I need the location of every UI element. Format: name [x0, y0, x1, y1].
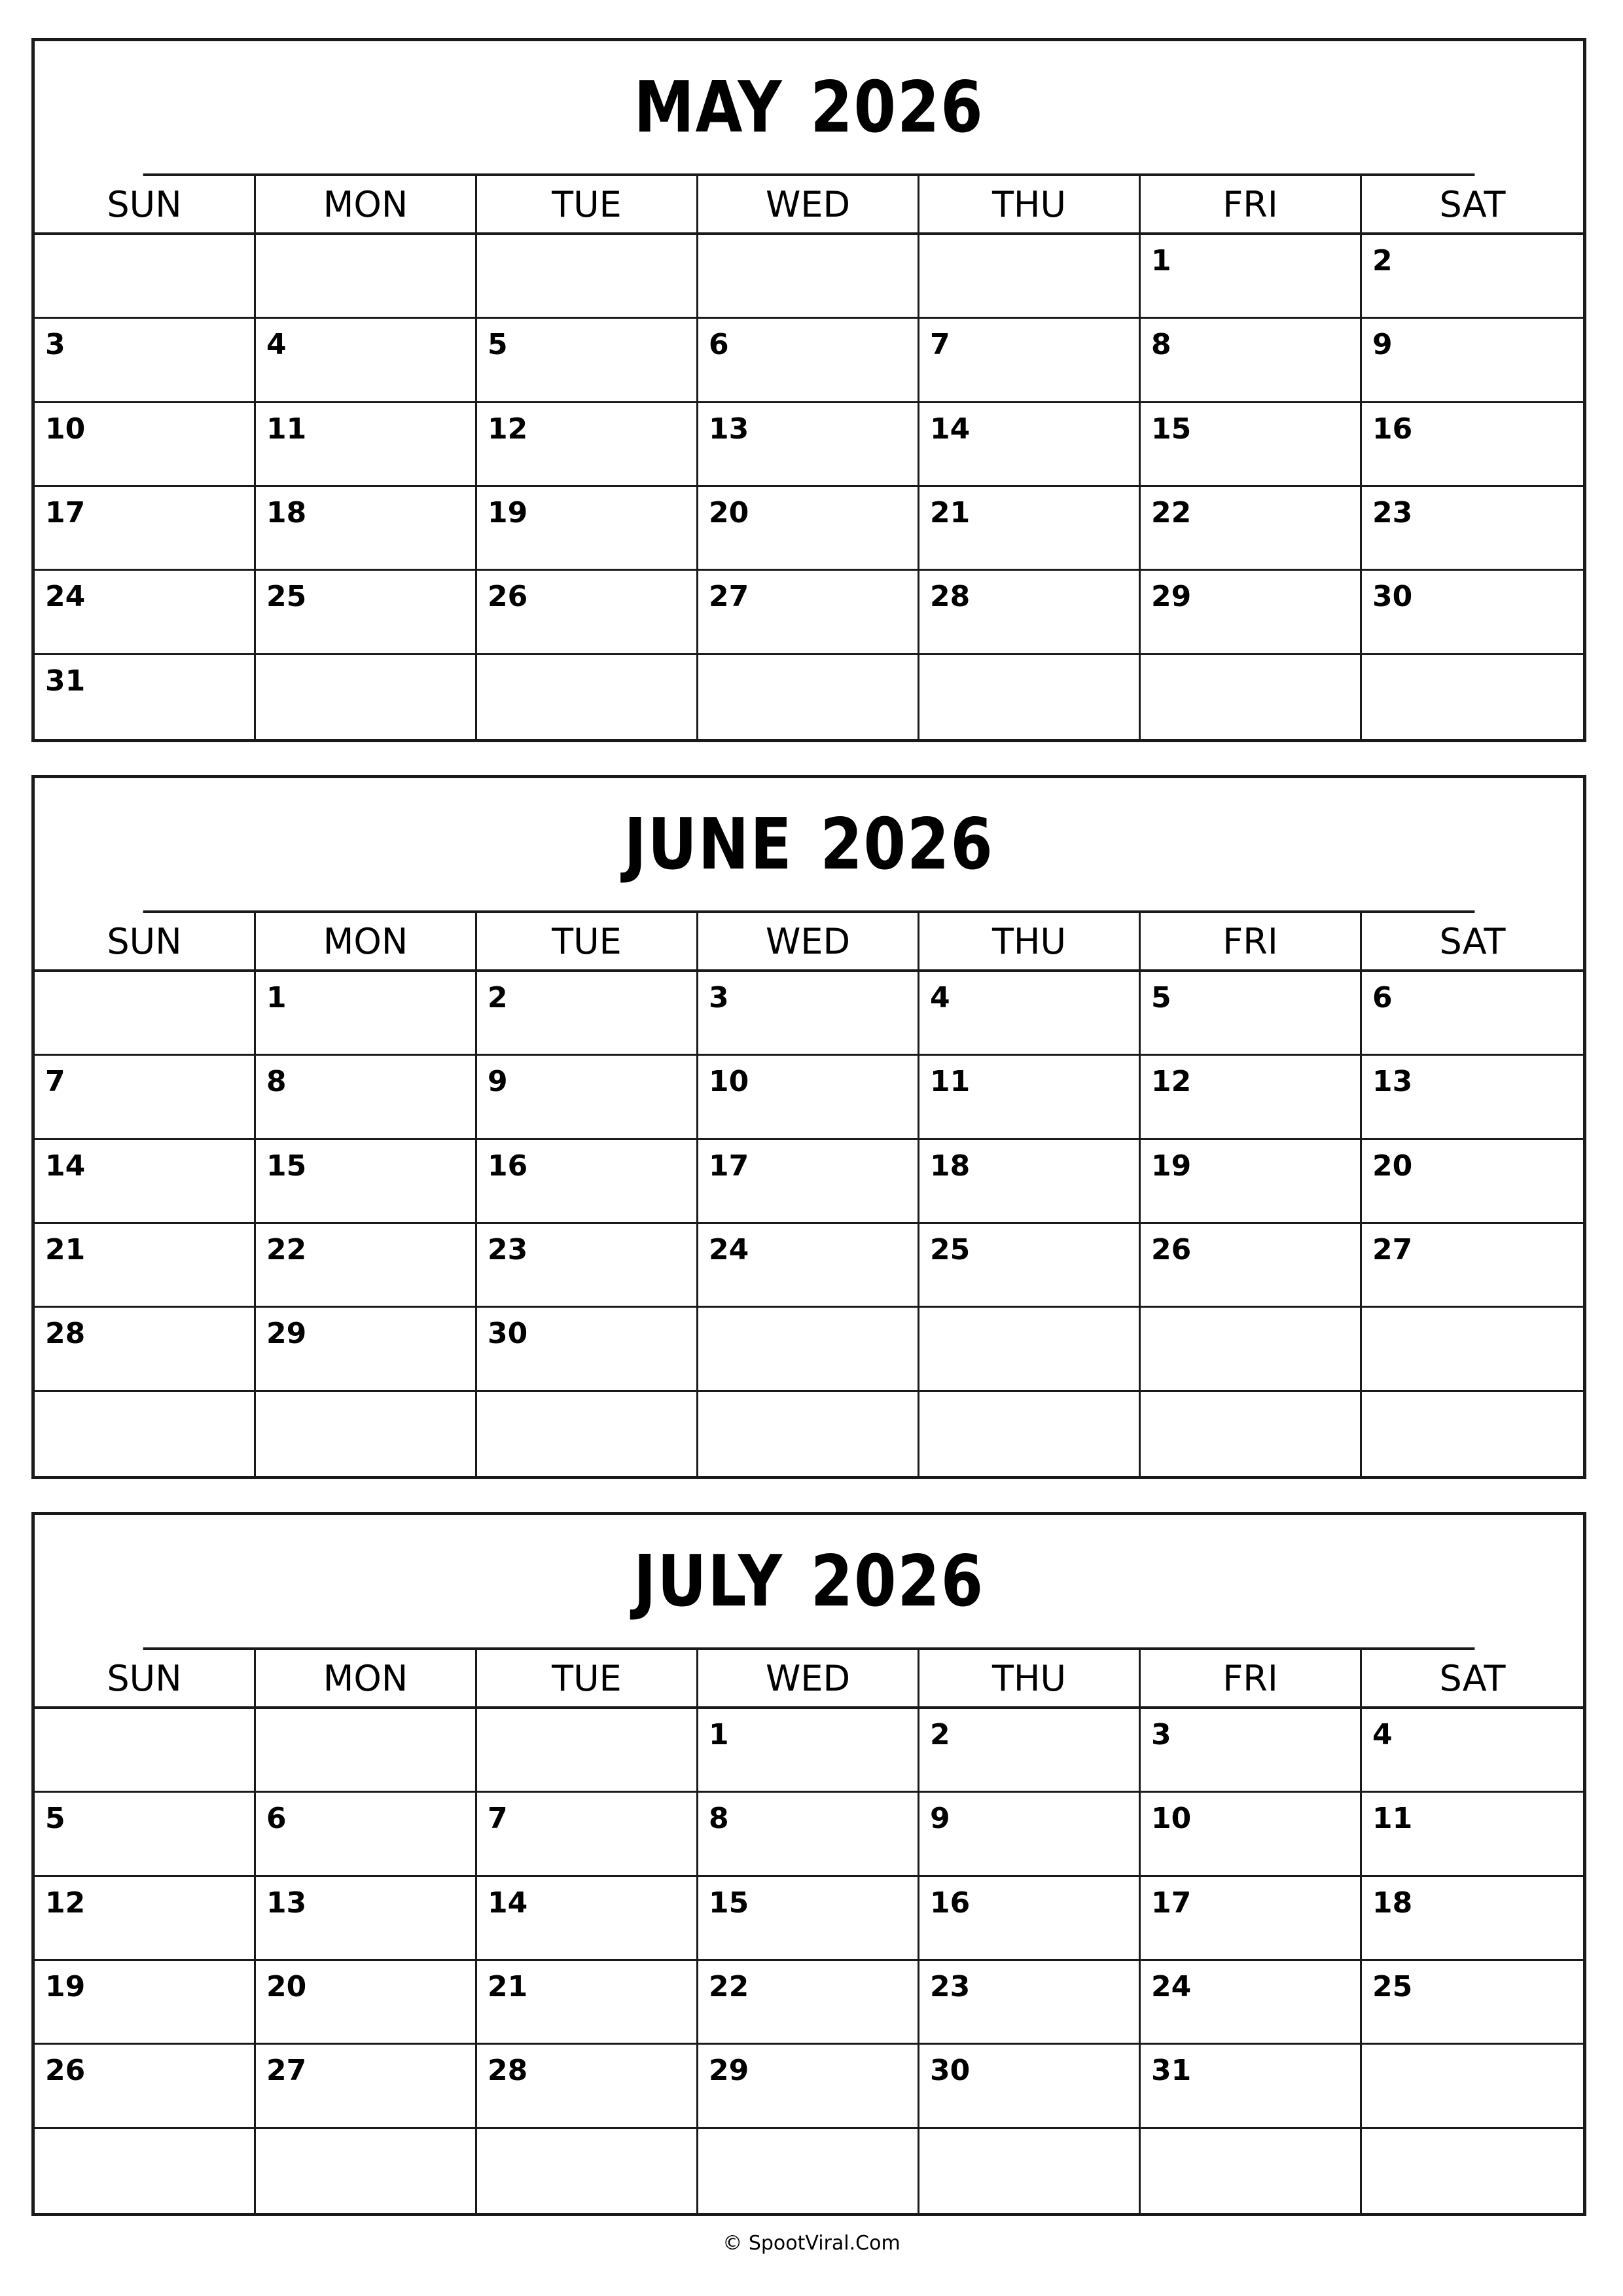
- weekday-label: THU: [919, 913, 1141, 969]
- day-cell: [919, 319, 1141, 401]
- day-number: 23: [488, 1232, 528, 1266]
- month-calendar-1: [31, 775, 1586, 1479]
- day-cell: [1141, 1224, 1362, 1306]
- day-cell: [35, 972, 256, 1054]
- day-number: 29: [266, 1317, 307, 1351]
- day-number: 12: [488, 412, 528, 446]
- day-number: 15: [1151, 412, 1192, 446]
- day-number: 16: [930, 1886, 971, 1920]
- weekday-header-row: [35, 913, 1583, 972]
- day-cell: [1141, 1056, 1362, 1138]
- day-number: 3: [45, 328, 65, 362]
- day-cell: [1362, 655, 1583, 739]
- day-cell: [256, 319, 477, 401]
- weekday-label: WED: [698, 176, 919, 232]
- day-number: 29: [1151, 580, 1192, 614]
- day-number: 8: [266, 1065, 287, 1099]
- copyright-footer: © SpootViral.Com: [722, 2232, 901, 2255]
- day-number: 12: [45, 1886, 86, 1920]
- day-number: 6: [266, 1802, 287, 1836]
- day-cell: [1362, 1140, 1583, 1222]
- day-number: 1: [266, 981, 287, 1014]
- weekday-label: FRI: [1141, 176, 1362, 232]
- day-cell: [1362, 1056, 1583, 1138]
- day-cell: [698, 1961, 919, 2043]
- day-number: 24: [45, 580, 86, 614]
- weekday-label: MON: [256, 913, 477, 969]
- month-name: JUNE: [624, 803, 793, 886]
- day-cell: [1141, 1308, 1362, 1390]
- day-number: 26: [488, 580, 528, 614]
- day-cell: [698, 319, 919, 401]
- day-cell: [919, 1961, 1141, 2043]
- week-row: [35, 655, 1583, 739]
- day-cell: [35, 1392, 256, 1476]
- day-cell: [698, 2045, 919, 2126]
- day-number: 1: [1151, 244, 1171, 278]
- day-cell: [698, 1392, 919, 1476]
- day-cell: [256, 1392, 477, 1476]
- day-cell: [477, 655, 698, 739]
- weekday-label: THU: [919, 1650, 1141, 1706]
- day-number: 6: [1372, 981, 1393, 1014]
- day-number: 2: [1372, 244, 1393, 278]
- day-cell: [477, 1392, 698, 1476]
- day-cell: [256, 1140, 477, 1222]
- day-cell: [919, 655, 1141, 739]
- day-number: 23: [930, 1969, 971, 2003]
- weekday-label: MON: [256, 1650, 477, 1706]
- day-number: 27: [1372, 1232, 1413, 1266]
- day-cell: [256, 1961, 477, 2043]
- day-cell: [698, 972, 919, 1054]
- day-cell: [256, 1308, 477, 1390]
- day-number: 22: [1151, 495, 1192, 529]
- day-cell: [35, 1224, 256, 1306]
- month-calendar-0: [31, 38, 1586, 742]
- day-cell: [1141, 319, 1362, 401]
- day-cell: [256, 2129, 477, 2213]
- day-number: 28: [930, 580, 971, 614]
- day-cell: [919, 403, 1141, 485]
- day-number: 15: [709, 1886, 749, 1920]
- day-number: 1: [709, 1718, 729, 1751]
- day-cell: [1362, 1392, 1583, 1476]
- day-cell: [919, 2045, 1141, 2126]
- day-cell: [698, 2129, 919, 2213]
- day-cell: [256, 571, 477, 653]
- week-row: [35, 2129, 1583, 2213]
- day-cell: [698, 235, 919, 317]
- day-cell: [1362, 1709, 1583, 1791]
- weekday-label: SAT: [1439, 1657, 1506, 1699]
- day-cell: [1362, 235, 1583, 317]
- week-row: [35, 1308, 1583, 1391]
- day-number: 13: [709, 412, 749, 446]
- day-cell: [698, 571, 919, 653]
- day-number: 30: [488, 1317, 528, 1351]
- day-cell: [698, 1224, 919, 1306]
- week-row: [35, 1056, 1583, 1139]
- day-number: 31: [45, 664, 86, 698]
- day-cell: [477, 1877, 698, 1959]
- month-title: [143, 778, 1475, 913]
- day-cell: [1362, 1961, 1583, 2043]
- day-number: 19: [45, 1969, 86, 2003]
- day-cell: [698, 1709, 919, 1791]
- day-number: 22: [709, 1969, 749, 2003]
- day-number: 4: [266, 328, 287, 362]
- day-cell: [919, 1308, 1141, 1390]
- day-cell: [698, 1140, 919, 1222]
- weekday-label: SUN: [35, 913, 256, 969]
- day-cell: [698, 1877, 919, 1959]
- weekday-label: THU: [919, 176, 1141, 232]
- day-number: 10: [1151, 1802, 1192, 1836]
- day-number: 24: [1151, 1969, 1192, 2003]
- day-number: 29: [709, 2054, 749, 2088]
- day-number: 26: [45, 2054, 86, 2088]
- day-cell: [477, 1961, 698, 2043]
- day-number: 12: [1151, 1065, 1192, 1099]
- day-number: 16: [488, 1149, 528, 1183]
- day-number: 11: [1372, 1802, 1413, 1836]
- day-cell: [1141, 235, 1362, 317]
- day-cell: [477, 1709, 698, 1791]
- day-cell: [919, 487, 1141, 569]
- day-cell: [35, 1056, 256, 1138]
- day-cell: [477, 1793, 698, 1874]
- day-cell: [1141, 571, 1362, 653]
- day-number: 2: [488, 981, 508, 1014]
- day-number: 7: [488, 1802, 508, 1836]
- day-number: 26: [1151, 1232, 1192, 1266]
- weekday-label: WED: [698, 913, 919, 969]
- day-cell: [919, 1224, 1141, 1306]
- week-row: [35, 1793, 1583, 1876]
- day-cell: [1362, 487, 1583, 569]
- month-year: 2026: [810, 66, 984, 149]
- day-cell: [35, 2129, 256, 2213]
- day-cell: [919, 972, 1141, 1054]
- day-cell: [256, 1056, 477, 1138]
- day-cell: [256, 235, 477, 317]
- day-number: 13: [266, 1886, 307, 1920]
- day-number: 18: [930, 1149, 971, 1183]
- day-number: 15: [266, 1149, 307, 1183]
- day-cell: [1362, 1877, 1583, 1959]
- day-cell: [1362, 2045, 1583, 2126]
- day-cell: [477, 1308, 698, 1390]
- day-cell: [919, 2129, 1141, 2213]
- day-cell: [256, 403, 477, 485]
- week-row: [35, 235, 1583, 319]
- day-number: 17: [1151, 1886, 1192, 1920]
- day-cell: [919, 1793, 1141, 1874]
- day-cell: [35, 1877, 256, 1959]
- day-number: 21: [45, 1232, 86, 1266]
- day-cell: [919, 1709, 1141, 1791]
- day-cell: [919, 1877, 1141, 1959]
- day-number: 25: [1372, 1969, 1413, 2003]
- weekday-label: SUN: [35, 1650, 256, 1706]
- day-number: 10: [45, 412, 86, 446]
- day-cell: [35, 1709, 256, 1791]
- day-number: 5: [45, 1802, 65, 1836]
- day-number: 6: [709, 328, 729, 362]
- day-cell: [1141, 1140, 1362, 1222]
- day-cell: [1141, 2045, 1362, 2126]
- day-number: 20: [709, 495, 749, 529]
- day-number: 22: [266, 1232, 307, 1266]
- weekday-header-row: [35, 1650, 1583, 1709]
- day-number: 20: [1372, 1149, 1413, 1183]
- day-number: 14: [930, 412, 971, 446]
- day-cell: [1141, 972, 1362, 1054]
- day-number: 17: [709, 1149, 749, 1183]
- day-cell: [256, 487, 477, 569]
- day-cell: [477, 403, 698, 485]
- day-number: 28: [488, 2054, 528, 2088]
- day-cell: [698, 487, 919, 569]
- day-number: 8: [1151, 328, 1171, 362]
- day-cell: [1141, 1709, 1362, 1791]
- week-row: [35, 1392, 1583, 1476]
- day-number: 25: [266, 580, 307, 614]
- day-cell: [256, 655, 477, 739]
- day-number: 21: [488, 1969, 528, 2003]
- day-cell: [477, 2129, 698, 2213]
- day-cell: [256, 2045, 477, 2126]
- weekday-label: TUE: [477, 1650, 698, 1706]
- day-number: 24: [709, 1232, 749, 1266]
- day-number: 11: [930, 1065, 971, 1099]
- month-calendar-2: [31, 1512, 1586, 2216]
- day-cell: [1362, 972, 1583, 1054]
- day-number: 7: [930, 328, 950, 362]
- weekday-label: SAT: [1439, 183, 1506, 225]
- day-number: 4: [930, 981, 950, 1014]
- day-cell: [919, 1140, 1141, 1222]
- day-number: 27: [709, 580, 749, 614]
- day-cell: [698, 1308, 919, 1390]
- day-cell: [1141, 1793, 1362, 1874]
- week-row: [35, 1877, 1583, 1961]
- day-cell: [1141, 403, 1362, 485]
- day-number: 8: [709, 1802, 729, 1836]
- day-cell: [477, 2045, 698, 2126]
- day-cell: [477, 1056, 698, 1138]
- day-cell: [35, 1793, 256, 1874]
- day-cell: [35, 235, 256, 317]
- week-row: [35, 1961, 1583, 2045]
- day-cell: [256, 1224, 477, 1306]
- day-cell: [1362, 1308, 1583, 1390]
- weekday-label: SAT: [1439, 920, 1506, 962]
- day-cell: [1362, 1224, 1583, 1306]
- day-cell: [698, 403, 919, 485]
- day-cell: [1362, 1793, 1583, 1874]
- week-row: [35, 1140, 1583, 1224]
- day-cell: [1141, 2129, 1362, 2213]
- day-cell: [919, 235, 1141, 317]
- day-cell: [477, 571, 698, 653]
- day-number: 9: [488, 1065, 508, 1099]
- weekday-label: FRI: [1141, 913, 1362, 969]
- day-number: 27: [266, 2054, 307, 2088]
- day-cell: [1141, 1877, 1362, 1959]
- month-name: JULY: [633, 1540, 783, 1623]
- month-year: 2026: [810, 1540, 985, 1623]
- day-number: 20: [266, 1969, 307, 2003]
- day-cell: [35, 655, 256, 739]
- weekday-label: FRI: [1141, 1650, 1362, 1706]
- day-number: 25: [930, 1232, 971, 1266]
- day-number: 17: [45, 495, 86, 529]
- day-cell: [35, 487, 256, 569]
- day-cell: [698, 1793, 919, 1874]
- day-cell: [477, 1140, 698, 1222]
- day-cell: [477, 487, 698, 569]
- day-cell: [256, 972, 477, 1054]
- weekday-header-row: [35, 176, 1583, 235]
- day-number: 21: [930, 495, 971, 529]
- day-number: 18: [1372, 1886, 1413, 1920]
- day-cell: [35, 319, 256, 401]
- day-cell: [919, 571, 1141, 653]
- week-row: [35, 571, 1583, 655]
- day-cell: [1141, 1961, 1362, 2043]
- week-row: [35, 403, 1583, 487]
- week-row: [35, 487, 1583, 571]
- weekday-label: MON: [256, 176, 477, 232]
- day-cell: [477, 235, 698, 317]
- day-number: 13: [1372, 1065, 1413, 1099]
- day-cell: [35, 1308, 256, 1390]
- day-cell: [919, 1056, 1141, 1138]
- day-cell: [477, 319, 698, 401]
- day-cell: [1362, 571, 1583, 653]
- day-cell: [698, 655, 919, 739]
- week-row: [35, 2045, 1583, 2128]
- week-row: [35, 1709, 1583, 1793]
- day-cell: [35, 1140, 256, 1222]
- weekday-label: TUE: [477, 176, 698, 232]
- weekday-label: SUN: [35, 176, 256, 232]
- day-cell: [256, 1709, 477, 1791]
- week-row: [35, 1224, 1583, 1308]
- day-number: 7: [45, 1065, 65, 1099]
- day-number: 31: [1151, 2054, 1192, 2088]
- weekday-label: WED: [698, 1650, 919, 1706]
- day-cell: [1362, 319, 1583, 401]
- day-number: 11: [266, 412, 307, 446]
- week-row: [35, 319, 1583, 403]
- month-year: 2026: [820, 803, 994, 886]
- day-cell: [477, 972, 698, 1054]
- day-number: 28: [45, 1317, 86, 1351]
- day-cell: [35, 403, 256, 485]
- day-number: 2: [930, 1718, 950, 1751]
- day-number: 5: [1151, 981, 1171, 1014]
- month-title: [143, 1515, 1475, 1650]
- day-number: 3: [1151, 1718, 1171, 1751]
- month-title: [143, 41, 1475, 176]
- weekday-label: TUE: [477, 913, 698, 969]
- day-cell: [256, 1793, 477, 1874]
- day-number: 9: [1372, 328, 1393, 362]
- day-number: 9: [930, 1802, 950, 1836]
- day-cell: [1141, 487, 1362, 569]
- day-number: 10: [709, 1065, 749, 1099]
- day-number: 14: [45, 1149, 86, 1183]
- day-number: 30: [1372, 580, 1413, 614]
- day-cell: [1362, 2129, 1583, 2213]
- day-cell: [35, 1961, 256, 2043]
- day-number: 23: [1372, 495, 1413, 529]
- day-cell: [1141, 1392, 1362, 1476]
- day-cell: [919, 1392, 1141, 1476]
- day-cell: [1362, 403, 1583, 485]
- day-cell: [35, 2045, 256, 2126]
- day-cell: [1141, 655, 1362, 739]
- day-number: 19: [1151, 1149, 1192, 1183]
- day-number: 14: [488, 1886, 528, 1920]
- day-cell: [477, 1224, 698, 1306]
- day-cell: [256, 1877, 477, 1959]
- day-number: 3: [709, 981, 729, 1014]
- day-cell: [35, 571, 256, 653]
- day-cell: [698, 1056, 919, 1138]
- month-name: MAY: [633, 66, 783, 149]
- day-number: 4: [1372, 1718, 1393, 1751]
- day-number: 5: [488, 328, 508, 362]
- day-number: 19: [488, 495, 528, 529]
- week-row: [35, 972, 1583, 1056]
- day-number: 16: [1372, 412, 1413, 446]
- day-number: 30: [930, 2054, 971, 2088]
- day-number: 18: [266, 495, 307, 529]
